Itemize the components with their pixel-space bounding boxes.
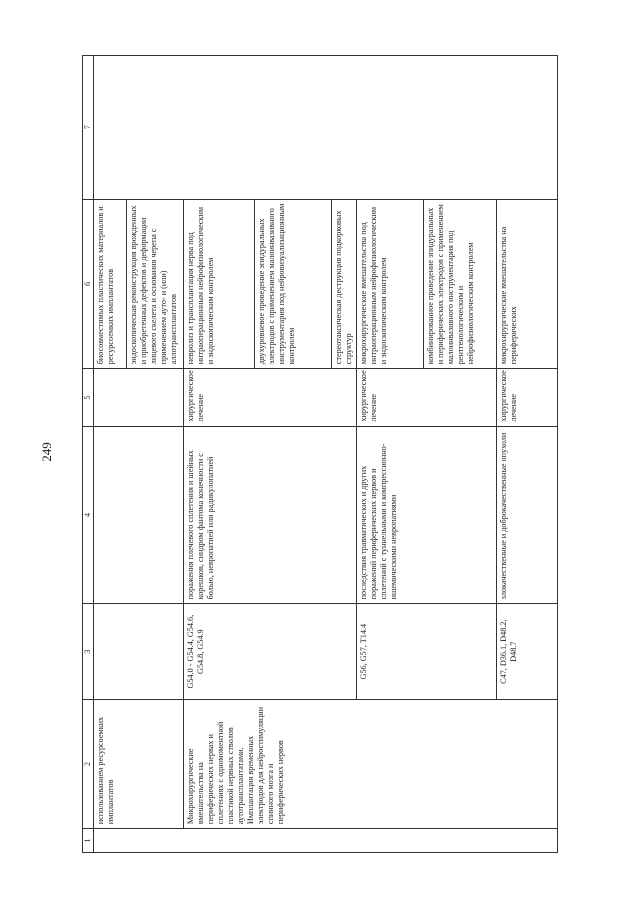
method-item: комбинированное проведение эпидуральных и периферических электродов с применением малоинвазивного инструментария под рентгенологическим и нейрофизиологическим контролем bbox=[426, 204, 475, 365]
column-number-4: 4 bbox=[83, 426, 94, 604]
diagnosis-cell bbox=[94, 426, 184, 604]
column-number-5: 5 bbox=[83, 369, 94, 426]
column-number-7: 7 bbox=[83, 56, 94, 200]
table-row bbox=[94, 56, 184, 853]
icd-code-cell: G54.0 - G54.4, G54.6, G54.8, G54.9 bbox=[184, 604, 357, 700]
treatment-type-cell: хирургическое лечение bbox=[357, 369, 497, 426]
method-cell bbox=[357, 199, 497, 369]
method-list bbox=[357, 200, 496, 369]
icd-code-cell: C47, D36.1, D48.2, D48.7 bbox=[497, 604, 558, 700]
method-item: двухуровневое проведение эпидуральных электродов с применением малоинвазивного инструментария под нейровизуализационным контролем bbox=[255, 200, 332, 369]
treatment-type-cell: хирургическое лечение bbox=[497, 369, 558, 426]
method-item: эндоскопическая реконструкция врожденных и приобретенных дефектов и деформации лицевого скелета и основания черепа с применением ауто- и (или) аллотрансплантатов bbox=[129, 205, 178, 365]
method-cell bbox=[184, 199, 357, 369]
column-number-2: 2 bbox=[83, 699, 94, 828]
procedures-table bbox=[82, 55, 558, 853]
diagnosis-cell: злокачественные и доброкачественные опухоли bbox=[497, 426, 558, 604]
rotated-document-page bbox=[82, 55, 558, 853]
method-cell bbox=[94, 199, 184, 369]
row-index-cell bbox=[94, 829, 558, 853]
method-item: невролиз и трансплантация нерва под интраоперационным нейрофизиологическим и эндоскопическим контролем bbox=[184, 200, 255, 369]
intervention-type-cell: использованием ресурсоемких имплантатов bbox=[94, 699, 184, 828]
method-item: биосовместимых пластических материалов и ресурсоемких имплантатов bbox=[94, 200, 127, 369]
method-list bbox=[94, 200, 183, 369]
diagnosis-cell: поражения плечевого сплетения и шейных корешков, синдром фантома конечности с болью, невропатией или радикулопатией bbox=[184, 426, 357, 604]
norm-cell bbox=[94, 56, 558, 200]
column-number-6: 6 bbox=[83, 199, 94, 369]
treatment-type-cell: хирургическое лечение bbox=[184, 369, 357, 426]
method-item: микрохирургические вмешательства под интраоперационным нейрофизиологическим и эндоскопическим контролем bbox=[357, 200, 424, 369]
method-item: стереотаксическая деструкция подкорковых структур bbox=[334, 210, 353, 365]
diagnosis-cell: последствия травматических и других поражений периферических нервов и сплетений с туннельными и компрессионно-ишемическими невропатиями bbox=[357, 426, 497, 604]
icd-code-cell bbox=[94, 604, 184, 700]
method-list bbox=[184, 200, 356, 369]
table-header-row bbox=[83, 56, 94, 853]
icd-code-cell: G56, G57, T14.4 bbox=[357, 604, 497, 700]
intervention-type-cell: Микрохирургические вмешательства на периферических нервах и сплетениях с одномоментной пластикой нервных стволов аутотрансплантатами. Имплантация временных электродов для нейростимуляции спинного мозга и периферических нервов bbox=[184, 699, 558, 828]
column-number-1: 1 bbox=[83, 829, 94, 853]
treatment-type-cell bbox=[94, 369, 184, 426]
column-number-3: 3 bbox=[83, 604, 94, 700]
method-cell: микрохирургические вмешательства на периферических bbox=[497, 199, 558, 369]
